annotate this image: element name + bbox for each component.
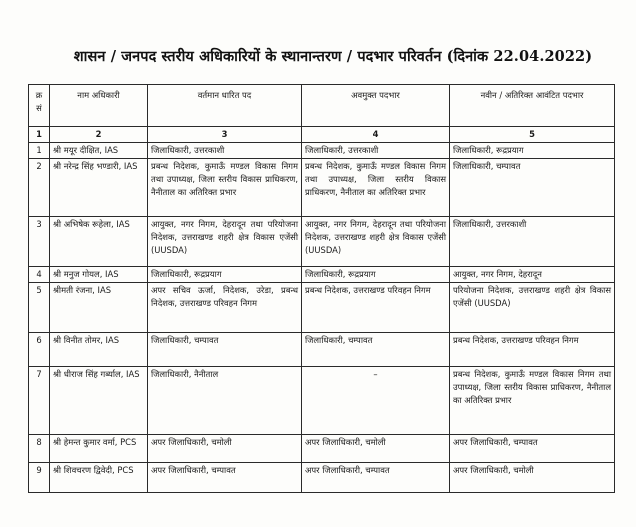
column-number: 2	[50, 127, 148, 143]
table-header-row	[29, 85, 615, 127]
relieved-charge: अपर जिलाधिकारी, चम्पावत	[302, 463, 450, 493]
serial-number: 4	[29, 267, 50, 283]
officer-name: श्री मनुज गोयल, IAS	[50, 267, 148, 283]
relieved-charge: आयुक्त, नगर निगम, देहरादून तथा परियोजना निदेशक, उत्तराखण्ड शहरी क्षेत्र विकास एजेंसी (UUSDA)	[302, 217, 450, 267]
header-officer-name: नाम अधिकारी	[50, 85, 148, 127]
serial-number: 5	[29, 283, 50, 333]
current-post: जिलाधिकारी, उत्तरकाशी	[148, 143, 302, 159]
officer-name: श्रीमती रंजना, IAS	[50, 283, 148, 333]
relieved-charge: जिलाधिकारी, रूद्रप्रयाग	[302, 267, 450, 283]
current-post: आयुक्त, नगर निगम, देहरादून तथा परियोजना निदेशक, उत्तराखण्ड शहरी क्षेत्र विकास एजेंसी (UUSDA)	[148, 217, 302, 267]
officer-name: श्री विनीत तोमर, IAS	[50, 333, 148, 367]
officer-name: श्री हेमन्त कुमार वर्मा, PCS	[50, 435, 148, 463]
relieved-charge: जिलाधिकारी, उत्तरकाशी	[302, 143, 450, 159]
new-charge: जिलाधिकारी, उत्तरकाशी	[450, 217, 615, 267]
current-post: अपर जिलाधिकारी, चम्पावत	[148, 463, 302, 493]
serial-number: 8	[29, 435, 50, 463]
new-charge: प्रबन्ध निदेशक, उत्तराखण्ड परिवहन निगम	[450, 333, 615, 367]
current-post: अपर जिलाधिकारी, चमोली	[148, 435, 302, 463]
current-post: जिलाधिकारी, चम्पावत	[148, 333, 302, 367]
relieved-charge: –	[302, 367, 450, 435]
header-serial: क्र सं	[29, 85, 50, 127]
column-number-row	[29, 127, 615, 143]
serial-number: 2	[29, 159, 50, 217]
relieved-charge: जिलाधिकारी, चम्पावत	[302, 333, 450, 367]
table-row	[29, 217, 615, 267]
serial-number: 9	[29, 463, 50, 493]
table-row	[29, 367, 615, 435]
relieved-charge: अपर जिलाधिकारी, चमोली	[302, 435, 450, 463]
current-post: जिलाधिकारी, नैनीताल	[148, 367, 302, 435]
officer-name: श्री शिवचरण द्विवेदी, PCS	[50, 463, 148, 493]
column-number: 5	[450, 127, 615, 143]
serial-number: 6	[29, 333, 50, 367]
table-row	[29, 159, 615, 217]
new-charge: जिलाधिकारी, चम्पावत	[450, 159, 615, 217]
officer-name: श्री अभिषेक रूहेला, IAS	[50, 217, 148, 267]
serial-number: 1	[29, 143, 50, 159]
column-number: 3	[148, 127, 302, 143]
transfer-table	[28, 84, 615, 493]
new-charge: आयुक्त, नगर निगम, देहरादून	[450, 267, 615, 283]
current-post: जिलाधिकारी, रूद्रप्रयाग	[148, 267, 302, 283]
officer-name: श्री मयूर दीक्षित, IAS	[50, 143, 148, 159]
relieved-charge: प्रबन्ध निदेशक, उत्तराखण्ड परिवहन निगम	[302, 283, 450, 333]
table-row	[29, 143, 615, 159]
current-post: प्रबन्ध निदेशक, कुमाऊँ मण्डल विकास निगम तथा उपाध्यक्ष, जिला स्तरीय विकास प्राधिकरण, नैनीताल का अतिरिक्त प्रभार	[148, 159, 302, 217]
table-row	[29, 333, 615, 367]
column-number: 1	[29, 127, 50, 143]
header-relieved-charge: अवमुक्त पदभार	[302, 85, 450, 127]
table-row	[29, 435, 615, 463]
table-row	[29, 463, 615, 493]
serial-number: 3	[29, 217, 50, 267]
officer-name: श्री धीराज सिंह गर्ब्याल, IAS	[50, 367, 148, 435]
new-charge: अपर जिलाधिकारी, चम्पावत	[450, 435, 615, 463]
new-charge: परियोजना निदेशक, उत्तराखण्ड शहरी क्षेत्र विकास एजेंसी (UUSDA)	[450, 283, 615, 333]
table-row	[29, 283, 615, 333]
document-title: शासन / जनपद स्तरीय अधिकारियों के स्थानान्तरण / पदभार परिवर्तन (दिनांक 22.04.2022)	[73, 48, 593, 65]
new-charge: अपर जिलाधिकारी, चमोली	[450, 463, 615, 493]
officer-name: श्री नरेन्द्र सिंह भण्डारी, IAS	[50, 159, 148, 217]
column-number: 4	[302, 127, 450, 143]
table-row	[29, 267, 615, 283]
new-charge: जिलाधिकारी, रूद्रप्रयाग	[450, 143, 615, 159]
serial-number: 7	[29, 367, 50, 435]
current-post: अपर सचिव ऊर्जा, निदेशक, उरेडा, प्रबन्ध निदेशक, उत्तराखण्ड परिवहन निगम	[148, 283, 302, 333]
relieved-charge: प्रबन्ध निदेशक, कुमाऊँ मण्डल विकास निगम तथा उपाध्यक्ष, जिला स्तरीय विकास प्राधिकरण, नैनीताल का अतिरिक्त प्रभार	[302, 159, 450, 217]
header-current-post: वर्तमान धारित पद	[148, 85, 302, 127]
header-new-charge: नवीन / अतिरिक्त आवंटित पदभार	[450, 85, 615, 127]
new-charge: प्रबन्ध निदेशक, कुमाऊँ मण्डल विकास निगम तथा उपाध्यक्ष, जिला स्तरीय विकास प्राधिकरण, नैनीताल का अतिरिक्त प्रभार	[450, 367, 615, 435]
